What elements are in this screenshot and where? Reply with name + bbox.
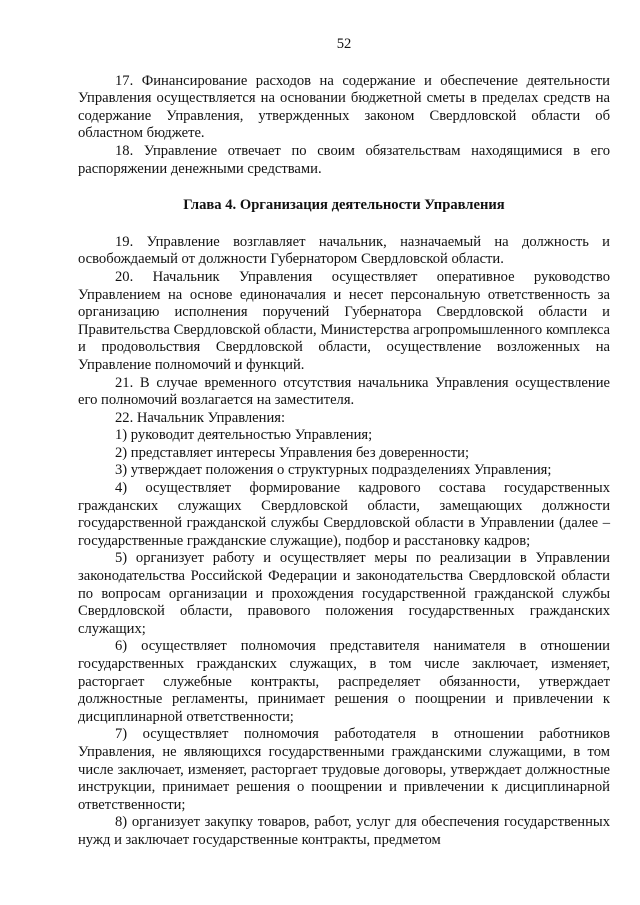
list-item-4: 4) осуществляет формирование кадрового состава государственных гражданских служащих Свердловской области, замещающих должности государственной гражданской службы Свердловской области в Управлении (далее – государственные гражданские служащие), подбор и расстановку кадров; (78, 480, 610, 549)
document-page (78, 36, 610, 850)
page-number: 52 (336, 36, 352, 52)
list-item-1: 1) руководит деятельностью Управления; (115, 427, 373, 444)
list-item-5: 5) организует работу и осуществляет меры по реализации в Управлении законодательства Российской Федерации и законодательства Свердловской области по вопросам организации и прохождения государственной гражданской службы Свердловской области, правового положения государственных гражданских служащих; (78, 550, 610, 637)
chapter-heading: Глава 4. Организация деятельности Управления (183, 197, 505, 214)
paragraph-17: 17. Финансирование расходов на содержание и обеспечение деятельности Управления осуществляется на основании бюджетной сметы в пределах средств на содержание Управления, утвержденных законом Свердловской области об областном бюджете. (78, 72, 610, 142)
list-item-7: 7) осуществляет полномочия работодателя в отношении работников Управления, не являющихся государственными гражданскими служащими, в том числе заключает, изменяет, расторгает трудовые договоры, утверждает должностные инструкции, принимает решения о поощрении и привлечении к дисциплинарной ответственности; (78, 726, 610, 813)
list-item-8: 8) организует закупку товаров, работ, услуг для обеспечения государственных нужд и заключает государственные контракты, предметом (78, 814, 610, 848)
paragraph-21: 21. В случае временного отсутствия начальника Управления осуществление его полномочий возлагается на заместителя. (78, 374, 610, 409)
list-item-2: 2) представляет интересы Управления без доверенности; (115, 444, 470, 461)
list-item-6: 6) осуществляет полномочия представителя нанимателя в отношении государственных гражданских служащих, в том числе заключает, изменяет, расторгает служебные контракты, распределяет обязанности, утверждает должностные регламенты, принимает решения о поощрении и привлечении к дисциплинарной ответственности; (78, 638, 610, 725)
paragraph-22: 22. Начальник Управления: (115, 409, 286, 426)
paragraph-20: 20. Начальник Управления осуществляет оперативное руководство Управлением на основе единоначалия и несет персональную ответственность за организацию исполнения поручений Губернатора Свердловской области и Правительства Свердловской области, Министерства агропромышленного комплекса и продовольствия Свердловской области, осуществление возложенных на Управление полномочий и функций. (78, 268, 610, 373)
paragraph-19: 19. Управление возглавляет начальник, назначаемый на должность и освобождаемый от должности Губернатором Свердловской области. (78, 233, 610, 268)
list-item-3: 3) утверждает положения о структурных подразделениях Управления; (115, 462, 552, 479)
paragraph-18: 18. Управление отвечает по своим обязательствам находящимися в его распоряжении денежными средствами. (78, 142, 610, 177)
